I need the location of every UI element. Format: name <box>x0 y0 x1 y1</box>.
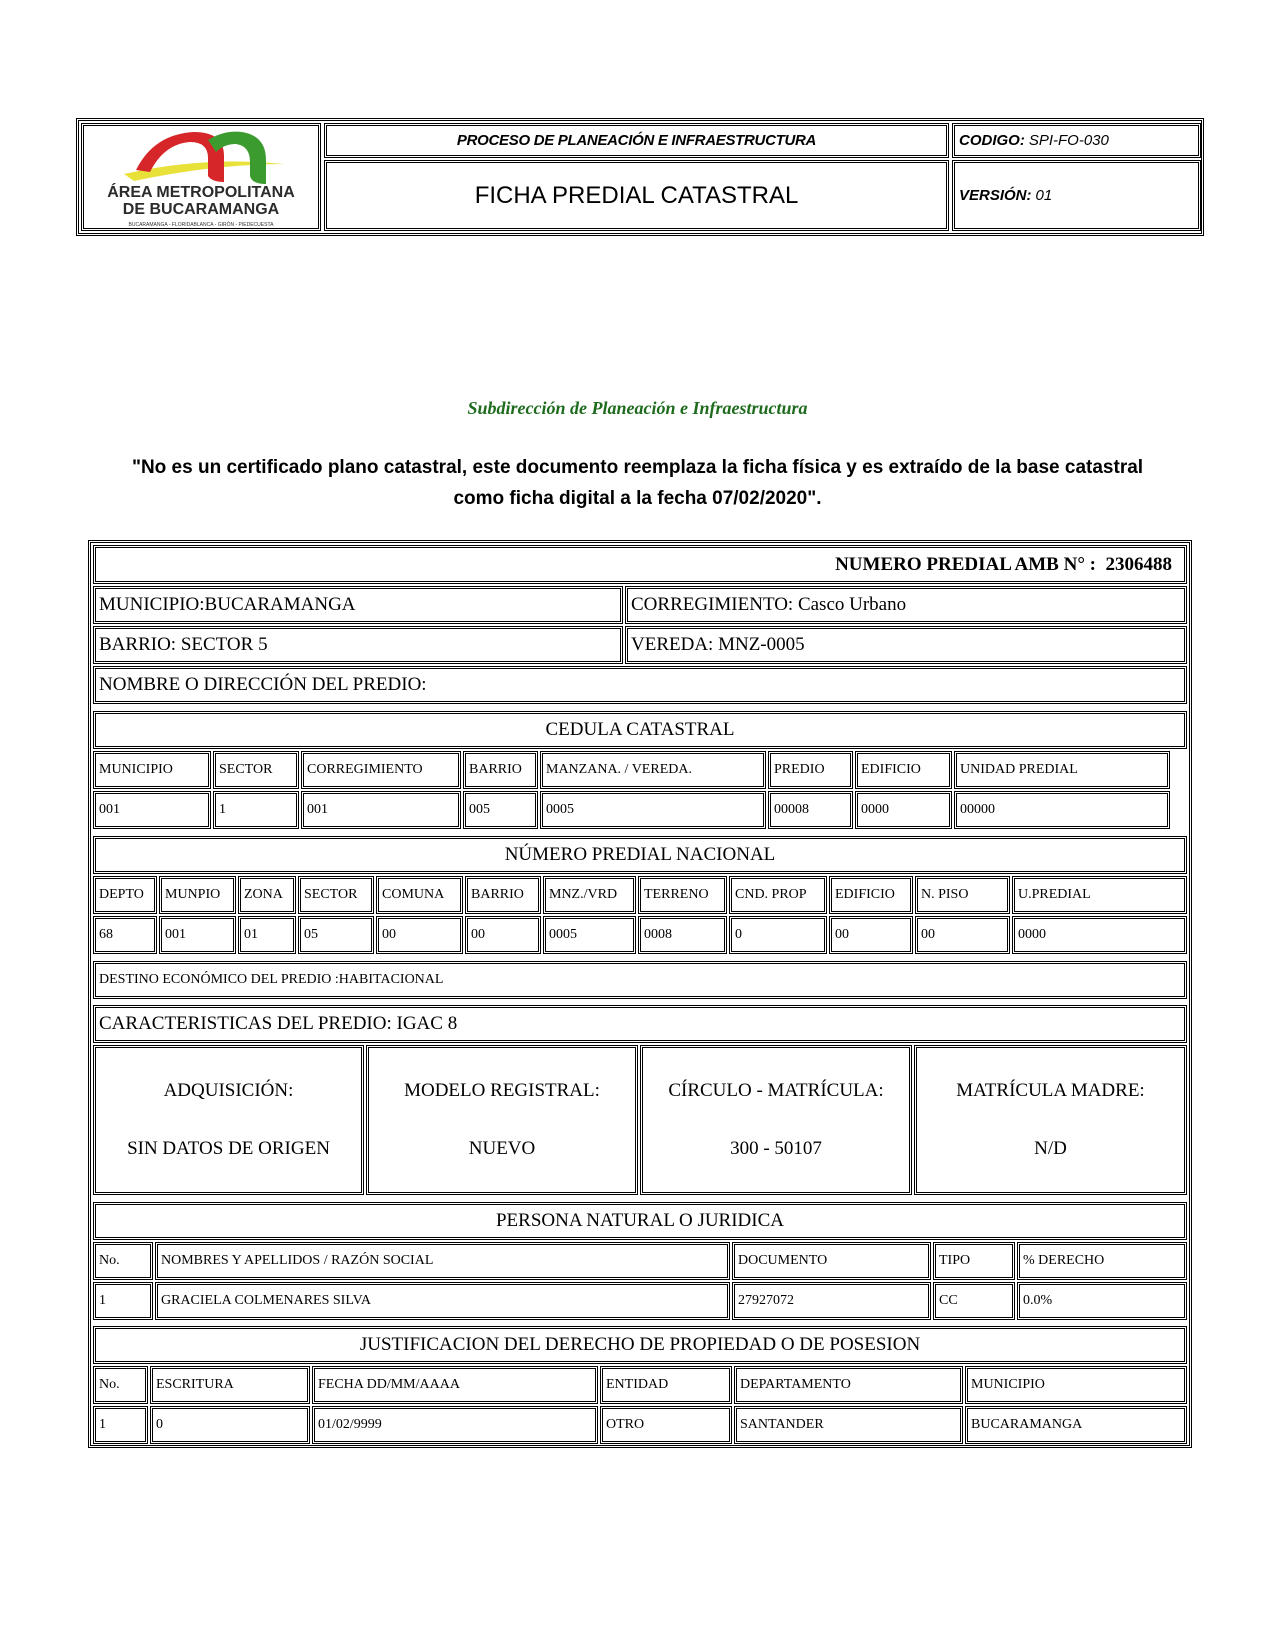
version-field <box>952 160 1201 231</box>
justificacion-header-departamento: DEPARTAMENTO <box>734 1366 963 1404</box>
cedula-value-municipio: 001 <box>93 791 211 829</box>
modelo-registral-label: MODELO REGISTRAL: <box>404 1080 600 1101</box>
notice-line-2: como ficha digital a la fecha 07/02/2020". <box>453 488 822 509</box>
npn-header-u-predial: U.PREDIAL <box>1012 876 1187 914</box>
code-label: CODIGO: <box>959 132 1025 149</box>
numero-predial-row <box>93 545 1187 584</box>
persona-row-documento: 27927072 <box>732 1282 931 1320</box>
cedula-value-manzana: 0005 <box>540 791 766 829</box>
justificacion-title: JUSTIFICACION DEL DERECHO DE PROPIEDAD O DE POSESION <box>93 1326 1187 1364</box>
npn-header-comuna: COMUNA <box>376 876 463 914</box>
npn-value-sector: 05 <box>298 916 374 954</box>
subdirection-title: Subdirección de Planeación e Infraestructura <box>467 398 808 418</box>
persona-header-derecho: % DERECHO <box>1017 1242 1187 1280</box>
nombre-direccion-field: NOMBRE O DIRECCIÓN DEL PREDIO: <box>93 666 1187 704</box>
justificacion-header-fecha: FECHA DD/MM/AAAA <box>312 1366 598 1404</box>
municipio-field: MUNICIPIO:BUCARAMANGA <box>93 586 623 624</box>
persona-header-nombres: NOMBRES Y APELLIDOS / RAZÓN SOCIAL <box>155 1242 730 1280</box>
code-field <box>952 123 1201 158</box>
corregimiento-field: CORREGIMIENTO: Casco Urbano <box>625 586 1187 624</box>
predial-form <box>88 540 1192 1448</box>
notice-line-1: "No es un certificado plano catastral, este documento reemplaza la ficha física y es extraído de la base catastral <box>131 457 1144 478</box>
npn-value-u-predial: 0000 <box>1012 916 1187 954</box>
code-value: SPI-FO-030 <box>1028 132 1109 149</box>
adquisicion-box <box>93 1045 364 1195</box>
npn-header-munpio: MUNPIO <box>159 876 236 914</box>
cedula-header-edificio: EDIFICIO <box>855 751 952 789</box>
justificacion-row-escritura: 0 <box>150 1406 310 1444</box>
npn-value-depto: 68 <box>93 916 157 954</box>
persona-row-no: 1 <box>93 1282 153 1320</box>
barrio-field: BARRIO: SECTOR 5 <box>93 626 623 664</box>
cedula-value-predio: 00008 <box>768 791 853 829</box>
persona-header-documento: DOCUMENTO <box>732 1242 931 1280</box>
version-label: VERSIÓN: <box>959 187 1032 204</box>
cedula-value-corregimiento: 001 <box>301 791 461 829</box>
npn-header-cnd-prop: CND. PROP <box>729 876 827 914</box>
npn-header-zona: ZONA <box>238 876 296 914</box>
justificacion-row-no: 1 <box>93 1406 148 1444</box>
amb-logo-icon <box>84 126 318 186</box>
cedula-value-barrio: 005 <box>463 791 538 829</box>
circulo-matricula-value: 300 - 50107 <box>730 1138 822 1159</box>
cedula-header-corregimiento: CORREGIMIENTO <box>301 751 461 789</box>
adquisicion-value: SIN DATOS DE ORIGEN <box>127 1138 330 1159</box>
cedula-header-manzana: MANZANA. / VEREDA. <box>540 751 766 789</box>
npn-value-comuna: 00 <box>376 916 463 954</box>
modelo-registral-box <box>366 1045 638 1195</box>
destino-economico-field: DESTINO ECONÓMICO DEL PREDIO :HABITACIONAL <box>93 961 1187 999</box>
caracteristicas-title: CARACTERISTICAS DEL PREDIO: IGAC 8 <box>93 1005 1187 1043</box>
npn-header-depto: DEPTO <box>93 876 157 914</box>
npn-value-n-piso: 00 <box>915 916 1010 954</box>
adquisicion-label: ADQUISICIÓN: <box>163 1080 294 1101</box>
persona-title: PERSONA NATURAL O JURIDICA <box>93 1202 1187 1240</box>
npn-header-terreno: TERRENO <box>638 876 727 914</box>
npn-header-n-piso: N. PISO <box>915 876 1010 914</box>
cedula-catastral-title: CEDULA CATASTRAL <box>93 711 1187 749</box>
circulo-matricula-label: CÍRCULO - MATRÍCULA: <box>668 1080 884 1101</box>
disclaimer-notice <box>80 452 1195 514</box>
circulo-matricula-box <box>640 1045 912 1195</box>
cedula-header-sector: SECTOR <box>213 751 299 789</box>
justificacion-row-departamento: SANTANDER <box>734 1406 963 1444</box>
persona-header-tipo: TIPO <box>933 1242 1015 1280</box>
vereda-field: VEREDA: MNZ-0005 <box>625 626 1187 664</box>
npn-value-cnd-prop: 0 <box>729 916 827 954</box>
npn-header-edificio: EDIFICIO <box>829 876 913 914</box>
cedula-header-predio: PREDIO <box>768 751 853 789</box>
logo-title: ÁREA METROPOLITANA DE BUCARAMANGA <box>107 184 295 218</box>
npn-value-edificio: 00 <box>829 916 913 954</box>
cedula-value-sector: 1 <box>213 791 299 829</box>
npn-title: NÚMERO PREDIAL NACIONAL <box>93 836 1187 874</box>
modelo-registral-value: NUEVO <box>468 1138 536 1159</box>
cedula-value-unidad-predial: 00000 <box>954 791 1170 829</box>
version-value: 01 <box>1035 187 1053 204</box>
cedula-header-barrio: BARRIO <box>463 751 538 789</box>
document-title: FICHA PREDIAL CATASTRAL <box>324 160 949 231</box>
numero-predial-label: NUMERO PREDIAL AMB N° : <box>835 553 1096 575</box>
cedula-value-edificio: 0000 <box>855 791 952 829</box>
justificacion-header-municipio: MUNICIPIO <box>965 1366 1187 1404</box>
numero-predial-value: 2306488 <box>1105 553 1172 575</box>
justificacion-header-escritura: ESCRITURA <box>150 1366 310 1404</box>
persona-row-tipo: CC <box>933 1282 1015 1320</box>
matricula-madre-label: MATRÍCULA MADRE: <box>956 1080 1145 1101</box>
justificacion-row-fecha: 01/02/9999 <box>312 1406 598 1444</box>
npn-header-sector: SECTOR <box>298 876 374 914</box>
matricula-madre-box <box>914 1045 1187 1195</box>
npn-header-barrio: BARRIO <box>465 876 541 914</box>
justificacion-row-municipio: BUCARAMANGA <box>965 1406 1187 1444</box>
justificacion-row-entidad: OTRO <box>600 1406 732 1444</box>
cedula-header-municipio: MUNICIPIO <box>93 751 211 789</box>
logo-cell <box>81 123 321 231</box>
document-header <box>76 118 1204 236</box>
npn-value-mnz-vrd: 0005 <box>543 916 636 954</box>
justificacion-header-entidad: ENTIDAD <box>600 1366 732 1404</box>
persona-row-derecho: 0.0% <box>1017 1282 1187 1320</box>
npn-header-mnz-vrd: MNZ./VRD <box>543 876 636 914</box>
npn-value-barrio: 00 <box>465 916 541 954</box>
logo-tagline: BUCARAMANGA - FLORIDABLANCA - GIRÓN - PIEDECUESTA <box>128 222 274 228</box>
justificacion-header-no: No. <box>93 1366 148 1404</box>
npn-value-terreno: 0008 <box>638 916 727 954</box>
npn-value-munpio: 001 <box>159 916 236 954</box>
persona-row-nombres: GRACIELA COLMENARES SILVA <box>155 1282 730 1320</box>
matricula-madre-value: N/D <box>1034 1138 1067 1159</box>
process-title: PROCESO DE PLANEACIÓN E INFRAESTRUCTURA <box>324 123 949 158</box>
persona-header-no: No. <box>93 1242 153 1280</box>
cedula-header-unidad-predial: UNIDAD PREDIAL <box>954 751 1170 789</box>
npn-value-zona: 01 <box>238 916 296 954</box>
